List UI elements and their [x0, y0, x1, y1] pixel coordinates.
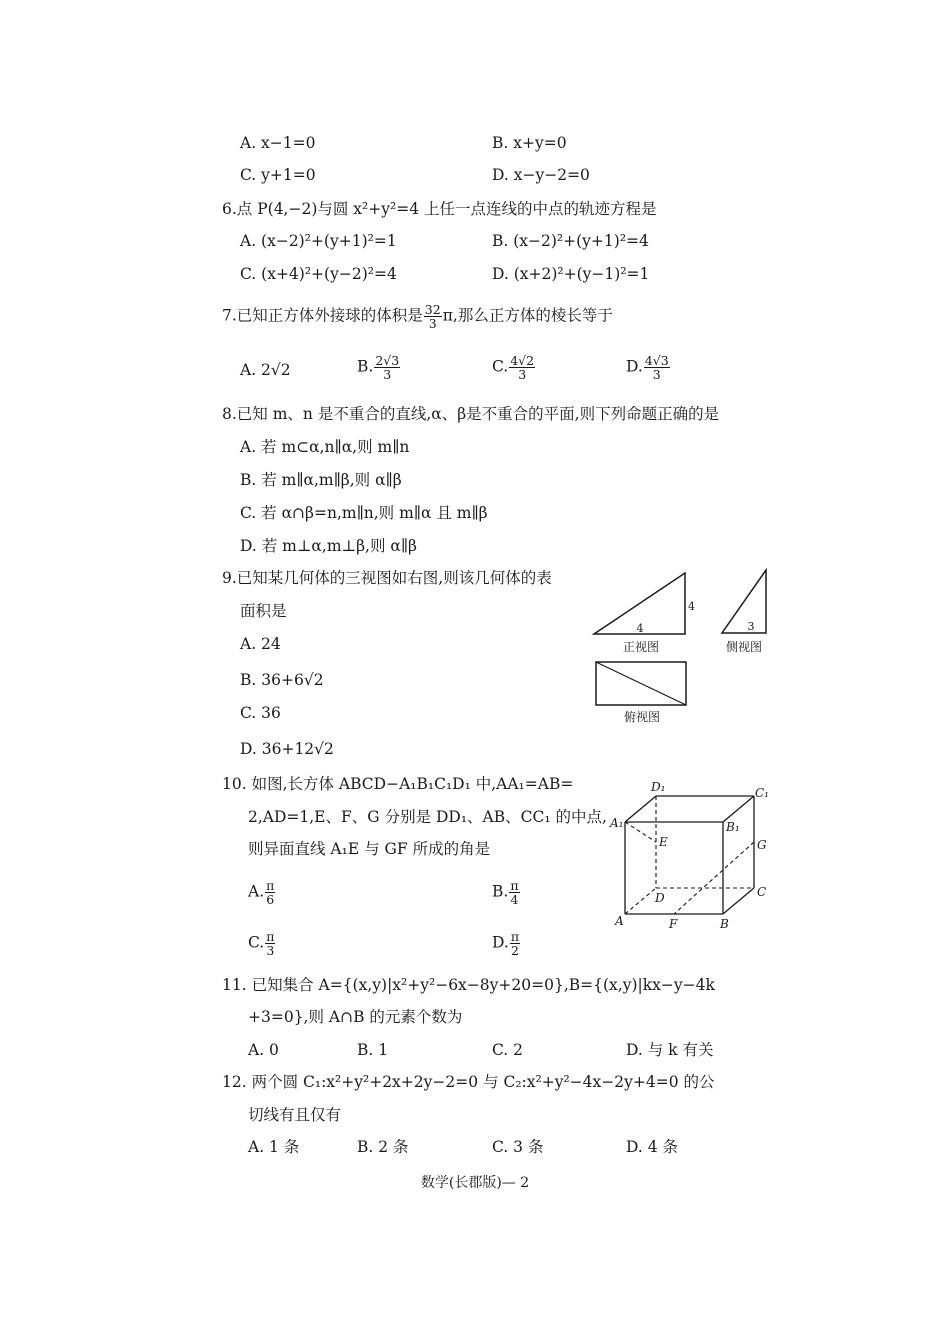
q10-c-den: 3	[266, 943, 275, 958]
q5-option-a: A. x−1=0	[240, 134, 316, 152]
edge-c-b	[723, 888, 754, 914]
q8-stem: 8.已知 m、n 是不重合的直线,α、β是不重合的平面,则下列命题正确的是	[222, 405, 720, 423]
side-view-caption: 侧视图	[725, 640, 763, 654]
q5-option-b: B. x+y=0	[492, 134, 567, 152]
vertex-b-label: B	[720, 917, 729, 931]
edge-a1-d1	[625, 796, 656, 822]
q12-option-c: C. 3 条	[492, 1138, 544, 1156]
q11-option-c: C. 2	[492, 1041, 524, 1059]
q7-b-den: 3	[383, 367, 392, 382]
q5-option-d: D. x−y−2=0	[492, 166, 590, 184]
side-view-base-label: 3	[747, 620, 755, 633]
q6-option-a: A. (x−2)²+(y+1)²=1	[240, 232, 397, 250]
page-footer: 数学(长郡版)— 2	[420, 1175, 530, 1191]
vertex-d-label: D	[655, 891, 665, 905]
q10-c-num: π	[266, 929, 275, 944]
q11-stem-line2: +3=0},则 A∩B 的元素个数为	[248, 1008, 463, 1026]
vertex-f-label: F	[669, 917, 678, 931]
q10-a-den: 6	[266, 892, 275, 907]
q9-option-a: A. 24	[240, 635, 281, 653]
q9-option-b: B. 36+6√2	[240, 671, 324, 689]
q7-d-prefix: D.	[626, 357, 643, 376]
q10-d-num: π	[510, 929, 520, 944]
q11-option-d: D. 与 k 有关	[626, 1041, 714, 1059]
q8-option-d: D. 若 m⊥α,m⊥β,则 α∥β	[240, 537, 418, 555]
q12-option-a: A. 1 条	[248, 1138, 300, 1156]
q11-stem-line1: 11. 已知集合 A={(x,y)|x²+y²−6x−8y+20=0},B={(x,y)|kx−y−4k	[222, 976, 715, 994]
q7-d-num: 4√3	[644, 353, 669, 368]
q7-stem-pre: 7.已知正方体外接球的体积是	[222, 306, 423, 325]
q8-option-c: C. 若 α∩β=n,m∥n,则 m∥α 且 m∥β	[240, 504, 488, 522]
q10-c-prefix: C.	[248, 933, 265, 952]
q10-stem-line1: 10. 如图,长方体 ABCD−A₁B₁C₁D₁ 中,AA₁=AB=	[222, 775, 574, 793]
q8-option-b: B. 若 m∥α,m∥β,则 α∥β	[240, 471, 402, 489]
q12-stem-line1: 12. 两个圆 C₁:x²+y²+2x+2y−2=0 与 C₂:x²+y²−4x−2y+4=0 的公	[222, 1073, 715, 1091]
q12-option-b: B. 2 条	[357, 1138, 409, 1156]
q12-stem-line2: 切线有且仅有	[248, 1106, 342, 1124]
q10-d-den: 2	[510, 943, 519, 958]
vertex-g-label: G	[757, 838, 767, 852]
q12-option-d: D. 4 条	[626, 1138, 679, 1156]
vertex-e-label: E	[659, 835, 668, 849]
vertex-b1-label: B₁	[726, 820, 740, 834]
q7-stem-post: π,那么正方体的棱长等于	[442, 306, 613, 325]
vertex-c1-label: C₁	[755, 786, 769, 800]
q7-frac-den: 3	[428, 316, 437, 331]
q11-option-a: A. 0	[248, 1041, 279, 1059]
q10-b-num: π	[510, 878, 519, 893]
q10-b-den: 4	[510, 892, 519, 907]
q6-option-b: B. (x−2)²+(y+1)²=4	[492, 232, 649, 250]
q7-frac-num: 32	[424, 302, 441, 317]
q7-c-den: 3	[518, 367, 527, 382]
q7-c-num: 4√2	[510, 353, 535, 368]
q7-b-prefix: B.	[357, 357, 374, 376]
hidden-line-g-f	[674, 842, 754, 914]
vertex-d1-label: D₁	[651, 780, 666, 794]
vertex-c-label: C	[757, 885, 767, 899]
q9-option-c: C. 36	[240, 704, 281, 722]
q11-option-b: B. 1	[357, 1041, 389, 1059]
q8-option-a: A. 若 m⊂α,n∥α,则 m∥n	[240, 438, 410, 456]
vertex-a1-label: A₁	[610, 816, 624, 830]
q10-stem-line3: 则异面直线 A₁E 与 GF 所成的角是	[248, 840, 491, 858]
front-view-caption: 正视图	[622, 640, 660, 654]
top-view-caption: 俯视图	[623, 710, 661, 724]
front-view-height-label: 4	[688, 600, 695, 613]
front-view-base-label: 4	[636, 622, 644, 635]
edge-c1-b1	[723, 796, 754, 822]
q10-stem-line2: 2,AD=1,E、F、G 分别是 DD₁、AB、CC₁ 的中点,	[248, 808, 607, 826]
q10-a-prefix: A.	[248, 882, 265, 901]
q5-option-c: C. y+1=0	[240, 166, 316, 184]
q7-option-a: A. 2√2	[240, 361, 291, 379]
hidden-line-a1-e	[625, 822, 656, 842]
q10-b-prefix: B.	[492, 882, 509, 901]
q6-option-d: D. (x+2)²+(y−1)²=1	[492, 265, 650, 283]
q9-stem-line1: 9.已知某几何体的三视图如右图,则该几何体的表	[222, 569, 552, 587]
q9-option-d: D. 36+12√2	[240, 740, 334, 758]
q6-option-c: C. (x+4)²+(y−2)²=4	[240, 265, 397, 283]
q7-d-den: 3	[652, 367, 661, 382]
q9-stem-line2: 面积是	[240, 602, 287, 620]
hidden-edge-a-d	[625, 888, 656, 914]
q10-a-num: π	[266, 878, 275, 893]
q10-d-prefix: D.	[492, 933, 509, 952]
q6-stem: 6.点 P(4,−2)与圆 x²+y²=4 上任一点连线的中点的轨迹方程是	[222, 200, 657, 218]
q7-c-prefix: C.	[492, 357, 509, 376]
q7-b-num: 2√3	[375, 353, 400, 368]
vertex-a-label: A	[615, 914, 624, 928]
